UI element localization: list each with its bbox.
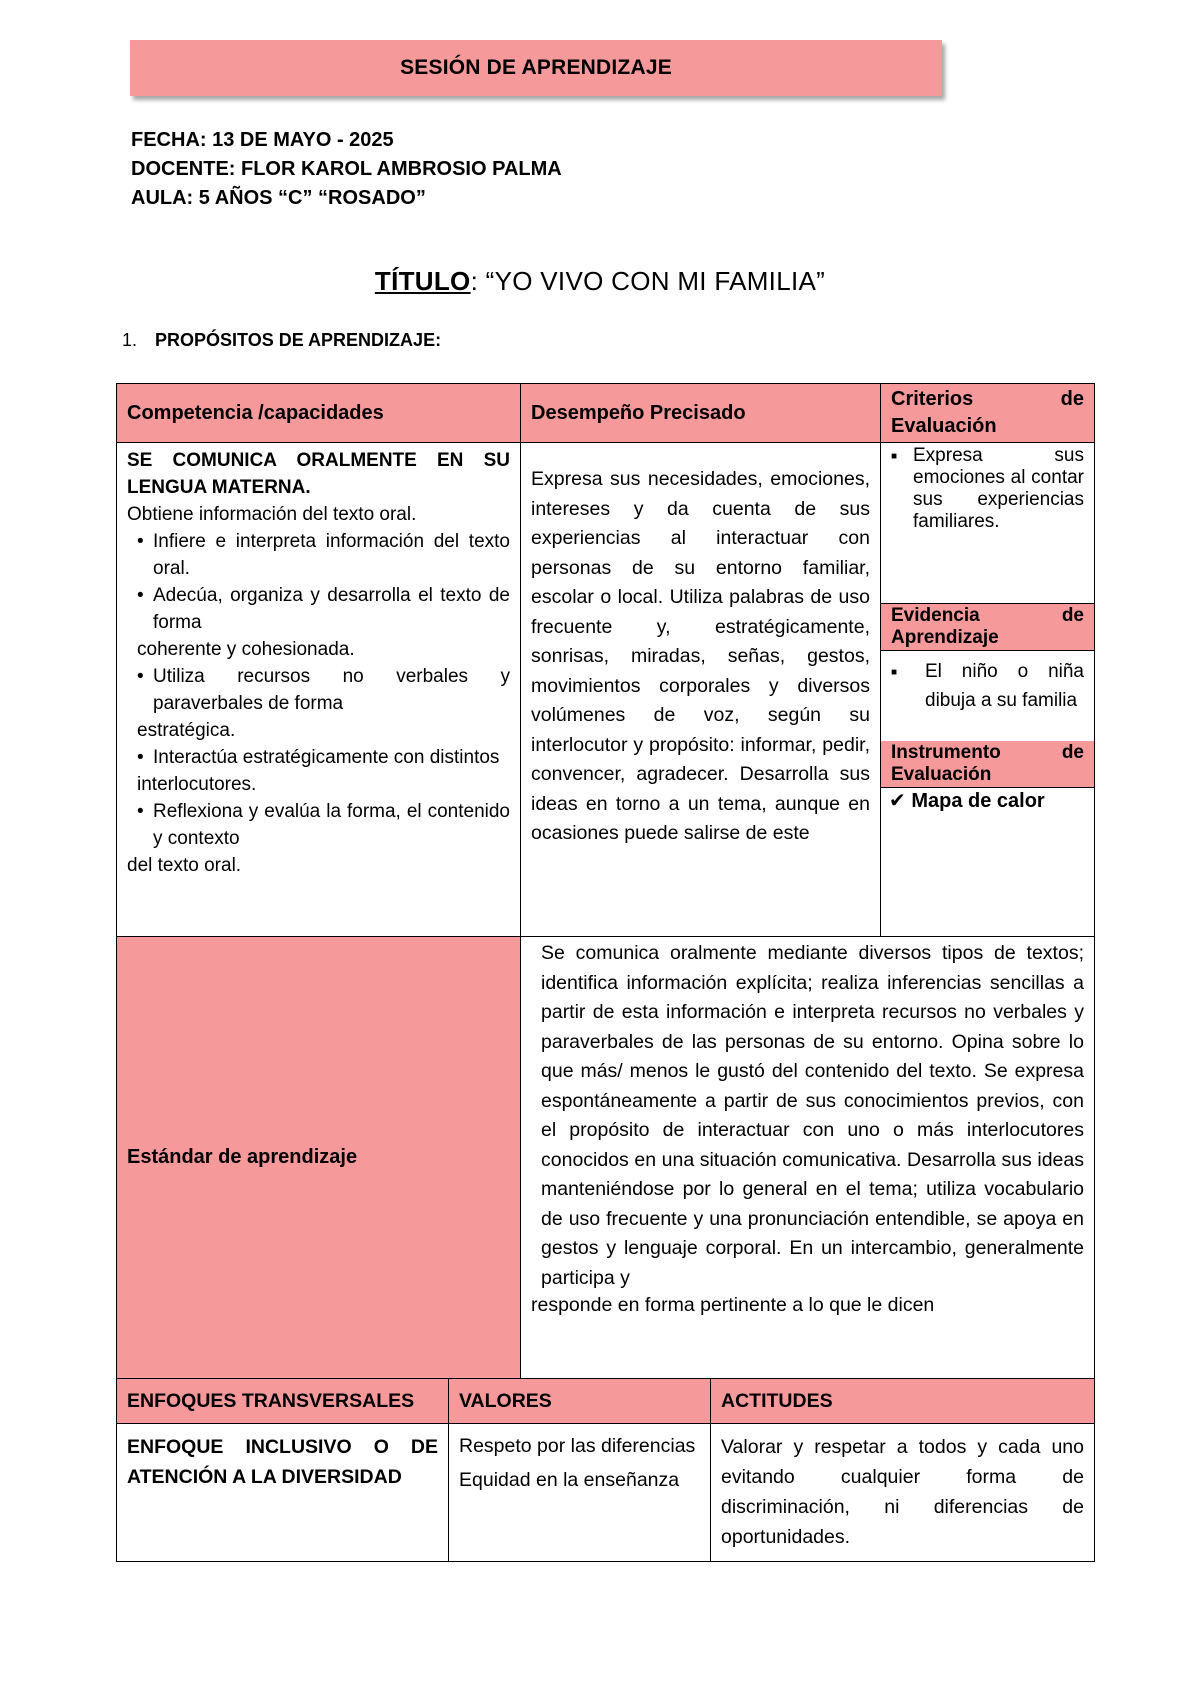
- session-header-title: SESIÓN DE APRENDIZAJE: [400, 56, 672, 79]
- col-header-competencia: Competencia /capacidades: [117, 384, 521, 443]
- criterio-item: ■ Expresa sus emociones al contar sus experiencias familiares.: [891, 445, 1084, 533]
- capacidad-item-cont: estratégica.: [137, 720, 236, 741]
- capacidad-item-cont: del texto oral.: [127, 855, 242, 876]
- evidencia-header: Evidencia de Aprendizaje: [881, 603, 1094, 650]
- capacidad-item-cont: coherente y cohesionada.: [137, 639, 355, 660]
- meta-aula: AULA: 5 AÑOS “C” “ROSADO”: [131, 187, 426, 209]
- actitudes-cell: Valorar y respetar a todos y cada uno evitando cualquier forma de discriminación, ni diferencias de oportunidades.: [711, 1424, 1095, 1562]
- competencia-cell: [117, 443, 521, 937]
- capacidad-item: • Reflexiona y evalúa la forma, el contenido y contexto: [127, 798, 510, 852]
- section-number: 1.: [122, 330, 138, 350]
- desempeno-text: Expresa sus necesidades, emociones, intereses y da cuenta de sus experiencias al interactuar con personas de su entorno familiar, escolar o local. Utiliza palabras de uso frecuente y, estratégicamente, sonrisas, miradas, señas, gestos, movimientos corporales y diversos volúmenes de voz, según su interlocutor y propósito: informar, pedir, convencer, agradecer. Desarrolla sus ideas en torno a un tema, aunque en ocasiones puede salirse de este: [531, 468, 870, 844]
- capacidad-item: • Infiere e interpreta información del texto oral.: [127, 528, 510, 582]
- col-header-valores: VALORES: [449, 1379, 711, 1424]
- capacidad-item: • Utiliza recursos no verbales y paraverbales de forma: [127, 663, 510, 717]
- col-header-criterios: Criterios de Evaluación: [881, 384, 1095, 443]
- valor-item: Respeto por las diferencias: [459, 1435, 696, 1457]
- col-header-actitudes: ACTITUDES: [711, 1379, 1095, 1424]
- purposes-table: [116, 383, 1095, 937]
- session-header: [130, 40, 942, 96]
- col-header-enfoques: ENFOQUES TRANSVERSALES: [117, 1379, 449, 1424]
- criterios-cell: [881, 443, 1095, 937]
- meta-docente: DOCENTE: FLOR KAROL AMBROSIO PALMA: [131, 158, 562, 180]
- standard-text-tail: responde en forma pertinente a lo que le dicen: [531, 1294, 935, 1316]
- col-header-desempeno: Desempeño Precisado: [521, 384, 881, 443]
- desempeno-cell: [521, 443, 881, 937]
- capacidad-item: • Adecúa, organiza y desarrolla el texto de forma: [127, 582, 510, 636]
- title-label: TÍTULO: [374, 266, 471, 296]
- session-title: [0, 266, 1200, 297]
- instrumento-header: Instrumento de Evaluación: [881, 741, 1094, 787]
- session-meta: [131, 126, 562, 213]
- title-text: “YO VIVO CON MI FAMILIA”: [485, 266, 826, 296]
- enfoques-table: [116, 1378, 1095, 1562]
- competencia-intro: Obtiene información del texto oral.: [127, 504, 417, 525]
- meta-fecha: FECHA: 13 DE MAYO - 2025: [131, 129, 394, 151]
- section-heading-propositos: [122, 330, 441, 351]
- valores-cell: [449, 1424, 711, 1562]
- competencia-title: SE COMUNICA ORALMENTE EN SU LENGUA MATERNA.: [127, 450, 510, 498]
- standard-text: Se comunica oralmente mediante diversos tipos de textos; identifica información explícita; realiza inferencias sencillas a partir de esta información e interpreta recursos no verbales y paraverbales de las personas de su entorno. Opina sobre lo que más/ menos le gustó del contenido del texto. Se expresa espontáneamente a partir de sus conocimientos previos, con el propósito de interactuar con uno o más interlocutores conocidos en una situación comunicativa. Desarrolla sus ideas manteniéndose por lo general en el tema; utiliza vocabulario de uso frecuente y una pronunciación entendible, se apoya en gestos y lenguaje corporal. En un intercambio, generalmente participa y: [541, 942, 1084, 1289]
- instrumento-item: ✔ Mapa de calor: [881, 787, 1094, 813]
- capacidades-list: [127, 528, 510, 879]
- capacidad-item-cont: interlocutores.: [137, 774, 257, 795]
- standard-table: [116, 936, 1095, 1379]
- standard-label: Estándar de aprendizaje: [117, 937, 521, 1379]
- standard-text-cell: [521, 937, 1095, 1379]
- evidencia-item: ■ El niño o niña dibuja a su familia: [891, 657, 1084, 715]
- title-sep: :: [470, 266, 486, 296]
- enfoque-cell: ENFOQUE INCLUSIVO O DE ATENCIÓN A LA DIVERSIDAD: [117, 1424, 449, 1562]
- check-icon: ✔: [889, 790, 906, 812]
- section-label: PROPÓSITOS DE APRENDIZAJE:: [155, 330, 442, 350]
- valor-item: Equidad en la enseñanza: [459, 1469, 680, 1491]
- capacidad-item: • Interactúa estratégicamente con distintos: [127, 744, 510, 771]
